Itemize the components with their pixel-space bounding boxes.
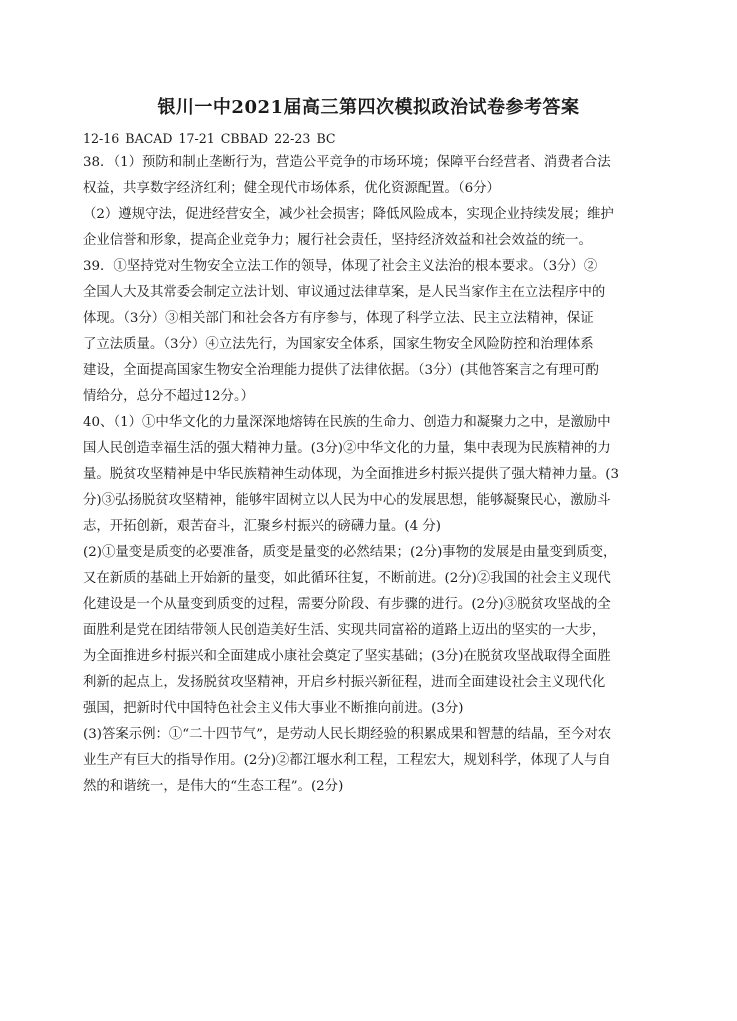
answer-line: 面胜利是党在团结带领人民创造美好生活、实现共同富裕的道路上迈出的坚实的一大步， — [83, 623, 606, 638]
answer-line: 志，开拓创新，艰苦奋斗，汇聚乡村振兴的磅礴力量。(4 分) — [83, 519, 441, 534]
answer-line: 业生产有巨大的指导作用。(2分)②都江堰水利工程，工程宏大，规划科学，体现了人与自 — [83, 753, 611, 768]
answer-line: 国人民创造幸福生活的强大精神力量。(3分)②中华文化的力量，集中表现为民族精神的力 — [83, 441, 611, 456]
answer-line: （2）遵规守法，促进经营安全，减少社会损害；降低风险成本，实现企业持续发展；维护 — [83, 207, 614, 222]
answer-line: 利新的起点上，发扬脱贫攻坚精神，开启乡村振兴新征程，进而全面建设社会主义现代化 — [83, 675, 606, 690]
answer-line: 量。脱贫攻坚精神是中华民族精神生动体现，为全面推进乡村振兴提供了强大精神力量。(3 — [83, 467, 619, 482]
document-title: 银川一中2021届高三第四次模拟政治试卷参考答案 — [157, 97, 580, 118]
answer-lines — [83, 150, 653, 800]
answer-line: 分)③弘扬脱贫攻坚精神，能够牢固树立以人民为中心的发展思想，能够凝聚民心，激励斗 — [83, 493, 611, 508]
answer-line: (3)答案示例：①“二十四节气”，是劳动人民长期经验的积累成果和智慧的结晶，至今对农 — [83, 727, 612, 742]
answer-line: 体现。（3分）③相关部门和社会各方有序参与，体现了科学立法、民主立法精神，保证 — [83, 311, 594, 326]
answer-line: 建设，全面提高国家生物安全治理能力提供了法律依据。（3分）(其他答案言之有理可酌 — [83, 363, 599, 378]
answer-line: 情给分，总分不超过12分。） — [83, 389, 255, 404]
answer-line: 强国，把新时代中国特色社会主义伟大事业不断推向前进。(3分) — [83, 701, 464, 716]
answer-line: 又在新质的基础上开始新的量变，如此循环往复，不断前进。(2分)②我国的社会主义现代 — [83, 571, 611, 586]
answer-line: 为全面推进乡村振兴和全面建成小康社会奠定了坚实基础；(3分)在脱贫攻坚战取得全面胜 — [83, 649, 611, 664]
answer-line: 企业信誉和形象，提高企业竞争力；履行社会责任，坚持经济效益和社会效益的统一。 — [83, 233, 592, 248]
answer-line: 然的和谐统一，是伟大的“生态工程”。(2分) — [83, 779, 344, 794]
answer-line: 化建设是一个从量变到质变的过程，需要分阶段、有步骤的进行。(2分)③脱贫攻坚战的全 — [83, 597, 611, 612]
answer-body — [83, 128, 653, 800]
answer-line: (2)①量变是质变的必要准备，质变是量变的必然结果；(2分)事物的发展是由量变到质变， — [83, 545, 617, 560]
answer-line: 了立法质量。（3分）④立法先行，为国家安全体系，国家生物安全风险防控和治理体系 — [83, 337, 594, 352]
mcq-answers: 12-16 BACAD 17-21 CBBAD 22-23 BC — [83, 131, 336, 146]
answer-line: 全国人大及其常委会制定立法计划、审议通过法律草案，是人民当家作主在立法程序中的 — [83, 285, 606, 300]
answer-line: 38．（1）预防和制止垄断行为，营造公平竞争的市场环境；保障平台经营者、消费者合法 — [83, 155, 611, 170]
answer-line: 40、（1）①中华文化的力量深深地熔铸在民族的生命力、创造力和凝聚力之中，是激励中 — [83, 415, 611, 430]
answer-line: 39．①坚持党对生物安全立法工作的领导，体现了社会主义法治的根本要求。（3分）② — [83, 259, 598, 274]
answer-line: 权益，共享数字经济红利；健全现代市场体系，优化资源配置。（6分） — [83, 181, 500, 196]
